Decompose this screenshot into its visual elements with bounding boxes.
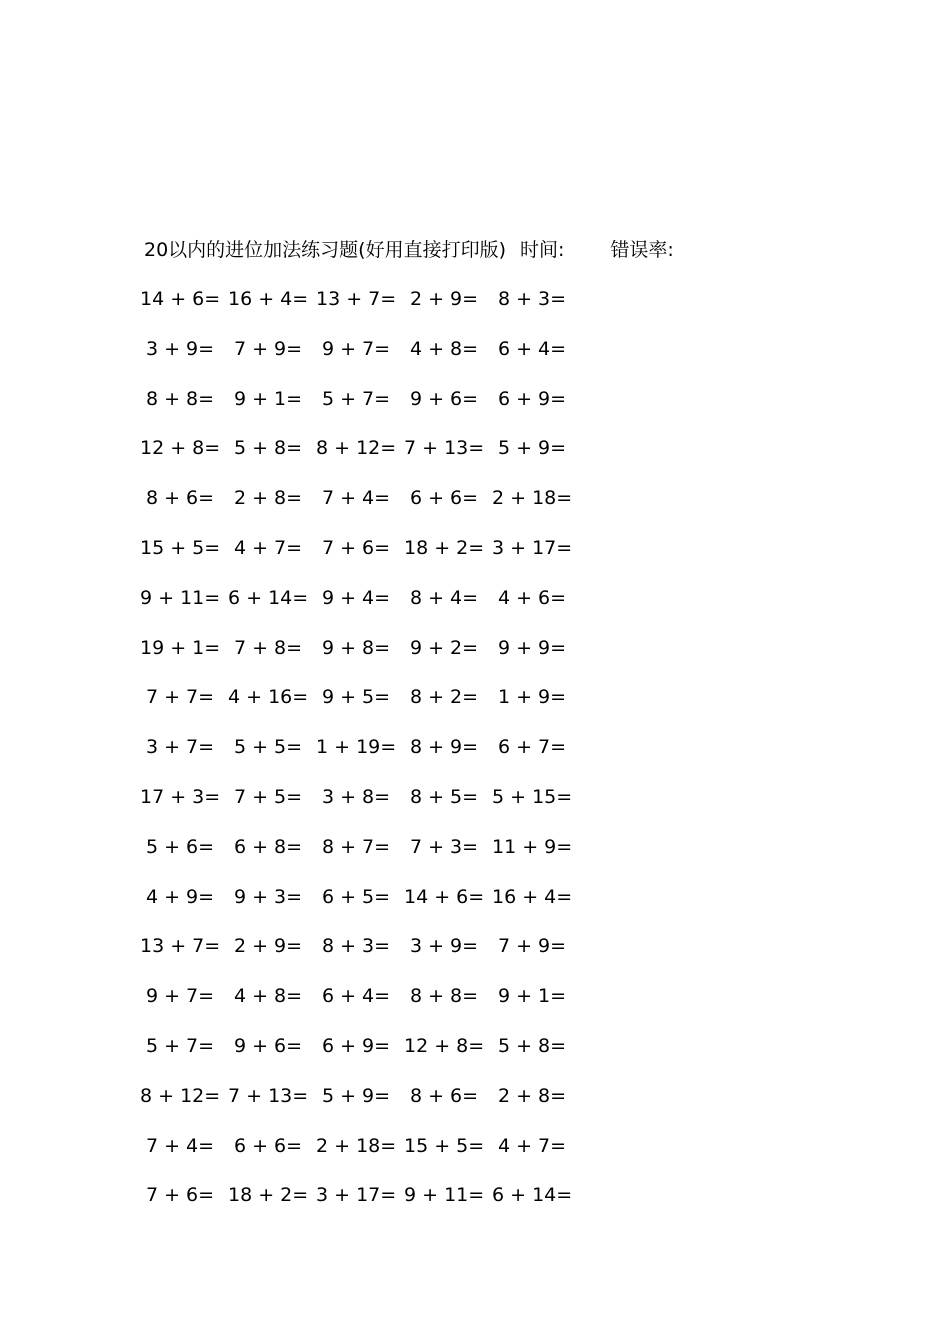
problem: 6 + 6= xyxy=(233,1134,303,1157)
problem: 6 + 14= xyxy=(492,1184,573,1207)
problem: 5 + 9= xyxy=(497,437,567,460)
problem: 5 + 8= xyxy=(233,437,303,460)
problem: 3 + 7= xyxy=(145,736,215,759)
problem: 16 + 4= xyxy=(492,885,573,908)
problem: 8 + 6= xyxy=(409,1084,479,1107)
problem: 6 + 9= xyxy=(321,1034,391,1057)
problem: 9 + 8= xyxy=(321,636,391,659)
problem: 8 + 12= xyxy=(140,1084,221,1107)
problem: 9 + 6= xyxy=(233,1034,303,1057)
time-label: 时间: xyxy=(520,239,565,261)
problem-row xyxy=(140,434,624,484)
problem-row xyxy=(140,285,624,335)
problem: 3 + 8= xyxy=(321,785,391,808)
problem: 14 + 6= xyxy=(140,288,221,310)
problem: 5 + 9= xyxy=(321,1084,391,1107)
problem: 2 + 9= xyxy=(409,288,479,310)
problem: 5 + 7= xyxy=(145,1034,215,1057)
problem: 6 + 4= xyxy=(321,985,391,1008)
problem: 4 + 8= xyxy=(233,985,303,1008)
problem: 6 + 9= xyxy=(497,387,567,410)
problem-row xyxy=(144,683,624,733)
problem-row xyxy=(140,534,624,584)
problem: 12 + 8= xyxy=(140,437,221,460)
problem-row xyxy=(144,1032,624,1082)
problem-row xyxy=(140,1082,624,1132)
problem: 2 + 9= xyxy=(233,935,303,958)
problem: 8 + 3= xyxy=(497,288,567,310)
problem: 4 + 16= xyxy=(228,686,309,709)
problem: 8 + 9= xyxy=(409,736,479,759)
problem: 2 + 18= xyxy=(316,1134,397,1157)
problem-row xyxy=(144,484,624,534)
problem: 18 + 2= xyxy=(228,1184,309,1207)
problem: 7 + 6= xyxy=(321,536,391,559)
problem-row xyxy=(144,982,624,1032)
problem: 9 + 11= xyxy=(140,586,221,609)
problem: 2 + 8= xyxy=(233,487,303,510)
problem: 9 + 7= xyxy=(321,337,391,360)
problem: 8 + 8= xyxy=(145,387,215,410)
problem: 16 + 4= xyxy=(228,288,309,310)
problem-grid xyxy=(140,285,624,1231)
problem-row xyxy=(140,634,624,684)
problem: 7 + 3= xyxy=(409,835,479,858)
problem-row xyxy=(144,1132,624,1182)
problem-row xyxy=(144,833,624,883)
problem: 11 + 9= xyxy=(492,835,573,858)
problem: 6 + 7= xyxy=(497,736,567,759)
problem: 19 + 1= xyxy=(140,636,221,659)
problem: 7 + 13= xyxy=(228,1084,309,1107)
problem: 9 + 2= xyxy=(409,636,479,659)
problem: 13 + 7= xyxy=(316,288,397,310)
problem: 5 + 7= xyxy=(321,387,391,410)
problem-row xyxy=(140,783,624,833)
problem: 3 + 17= xyxy=(492,536,573,559)
problem: 12 + 8= xyxy=(404,1034,485,1057)
problem: 9 + 4= xyxy=(321,586,391,609)
problem: 1 + 9= xyxy=(497,686,567,709)
problem: 5 + 6= xyxy=(145,835,215,858)
problem: 7 + 13= xyxy=(404,437,485,460)
problem: 4 + 9= xyxy=(145,885,215,908)
problem: 2 + 8= xyxy=(497,1084,567,1107)
problem: 6 + 6= xyxy=(409,487,479,510)
problem: 8 + 3= xyxy=(321,935,391,958)
problem: 8 + 2= xyxy=(409,686,479,709)
worksheet-header xyxy=(144,236,674,264)
problem: 3 + 9= xyxy=(409,935,479,958)
problem: 15 + 5= xyxy=(140,536,221,559)
problem: 9 + 7= xyxy=(145,985,215,1008)
problem: 9 + 11= xyxy=(404,1184,485,1207)
problem: 6 + 4= xyxy=(497,337,567,360)
problem: 4 + 7= xyxy=(497,1134,567,1157)
problem: 7 + 9= xyxy=(233,337,303,360)
problem: 17 + 3= xyxy=(140,785,221,808)
problem: 7 + 8= xyxy=(233,636,303,659)
problem: 8 + 12= xyxy=(316,437,397,460)
problem-row xyxy=(144,385,624,435)
problem: 8 + 7= xyxy=(321,835,391,858)
problem-row xyxy=(144,883,624,933)
problem: 6 + 5= xyxy=(321,885,391,908)
problem: 14 + 6= xyxy=(404,885,485,908)
problem: 9 + 5= xyxy=(321,686,391,709)
problem: 8 + 6= xyxy=(145,487,215,510)
problem-row xyxy=(140,932,624,982)
problem: 9 + 3= xyxy=(233,885,303,908)
problem: 7 + 6= xyxy=(145,1184,215,1207)
problem: 4 + 6= xyxy=(497,586,567,609)
worksheet-title: 20以内的进位加法练习题(好用直接打印版) xyxy=(144,239,507,261)
problem: 6 + 14= xyxy=(228,586,309,609)
problem: 6 + 8= xyxy=(233,835,303,858)
problem: 9 + 1= xyxy=(233,387,303,410)
problem: 3 + 9= xyxy=(145,337,215,360)
problem: 5 + 5= xyxy=(233,736,303,759)
problem: 18 + 2= xyxy=(404,536,485,559)
problem: 7 + 4= xyxy=(145,1134,215,1157)
problem: 9 + 1= xyxy=(497,985,567,1008)
problem: 15 + 5= xyxy=(404,1134,485,1157)
problem: 8 + 5= xyxy=(409,785,479,808)
problem: 7 + 9= xyxy=(497,935,567,958)
problem-row xyxy=(144,733,624,783)
problem: 5 + 15= xyxy=(492,785,573,808)
problem-row xyxy=(144,1181,624,1231)
error-rate-label: 错误率: xyxy=(610,239,674,261)
problem: 4 + 8= xyxy=(409,337,479,360)
problem: 3 + 17= xyxy=(316,1184,397,1207)
problem: 9 + 6= xyxy=(409,387,479,410)
problem: 2 + 18= xyxy=(492,487,573,510)
problem: 4 + 7= xyxy=(233,536,303,559)
problem: 7 + 5= xyxy=(233,785,303,808)
problem: 5 + 8= xyxy=(497,1034,567,1057)
problem-row xyxy=(140,584,624,634)
problem: 7 + 4= xyxy=(321,487,391,510)
problem-row xyxy=(144,335,624,385)
problem: 8 + 4= xyxy=(409,586,479,609)
problem: 13 + 7= xyxy=(140,935,221,958)
problem: 9 + 9= xyxy=(497,636,567,659)
problem: 7 + 7= xyxy=(145,686,215,709)
problem: 1 + 19= xyxy=(316,736,397,759)
problem: 8 + 8= xyxy=(409,985,479,1008)
